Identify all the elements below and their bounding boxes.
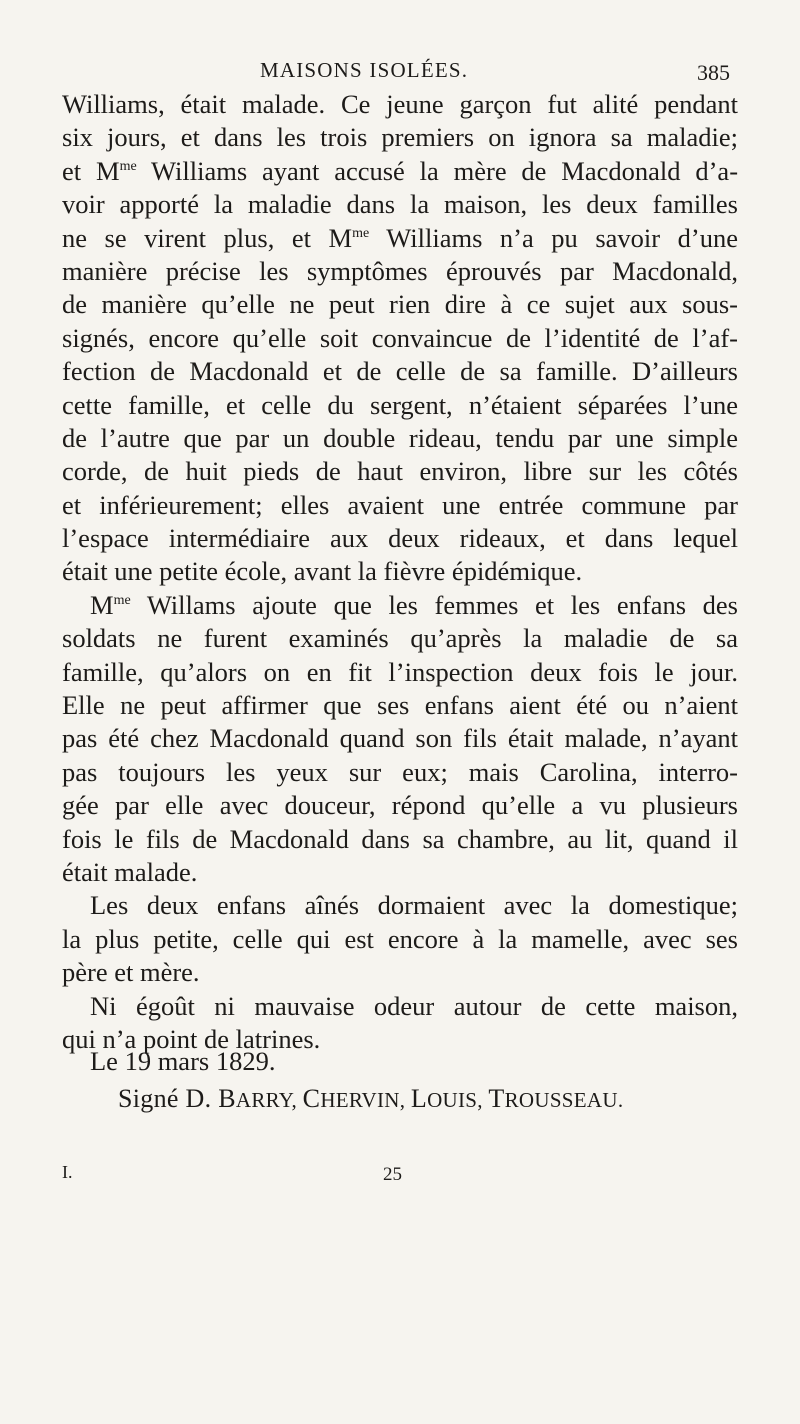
text-line: père et mère. — [62, 957, 200, 988]
text-line: fection de Macdonald et de celle de sa famille. D’ailleurs — [62, 356, 738, 387]
text-line: $M^{me}$ Willams ajoute que les femmes et les enfans des — [90, 589, 738, 620]
text-line: de l’autre que par un double rideau, tendu par une simple — [62, 422, 738, 453]
text-line: Elle ne peut affirmer que ses enfans aient été ou n’aient — [62, 690, 738, 721]
text-line: pas toujours les yeux sur eux; mais Carolina, interro- — [62, 756, 738, 787]
text-line: six jours, et dans les trois premiers on ignora sa maladie; — [62, 122, 738, 153]
text-line: de manière qu’elle ne peut rien dire à ce sujet aux sous- — [62, 289, 738, 320]
body-text — [62, 88, 738, 1056]
running-title: MAISONS ISOLÉES. — [260, 58, 469, 82]
text-line: ne se virent plus, et $M^{me}$ Williams n’a pu savoir d’une — [62, 222, 738, 253]
text-line: fois le fils de Macdonald dans sa chambre, au lit, quand il — [62, 823, 738, 854]
text-line: l’espace intermédiaire aux deux rideaux, et dans lequel — [62, 523, 738, 554]
text-line: était malade. — [62, 856, 198, 887]
text-line: était une petite école, avant la fièvre épidémique. — [62, 556, 583, 587]
page-header — [70, 58, 730, 88]
dateline: Le 19 mars 1829. — [90, 1046, 276, 1076]
text-line: Les deux enfans aînés dormaient avec la domestique; — [90, 890, 738, 921]
text-line: cette famille, et celle du sergent, n’étaient séparées l’une — [62, 389, 738, 420]
text-line: corde, de huit pieds de haut environ, libre sur les côtés — [62, 456, 738, 487]
page-number: 385 — [697, 60, 730, 85]
signature-prefix: Signé D. — [118, 1084, 212, 1113]
signature-line — [118, 1084, 623, 1114]
text-line: qui n’a point de latrines. — [62, 1023, 321, 1054]
text-line: manière précise les symptômes éprouvés par Macdonald, — [62, 255, 738, 286]
text-line: pas été chez Macdonald quand son fils était malade, n’ayant — [62, 723, 738, 754]
text-line: et $M^{me}$ Williams ayant accusé la mère de Macdonald d’a- — [62, 155, 739, 186]
text-line: signés, encore qu’elle soit convaincue de l’identité de l’af- — [62, 322, 738, 353]
sheet-number: 25 — [383, 1164, 402, 1185]
text-line: Ni égoût ni mauvaise odeur autour de cette maison, — [90, 990, 738, 1021]
text-line: famille, qu’alors on en fit l’inspection deux fois le jour. — [62, 656, 738, 687]
signatory-names: BARRY, CHERVIN, LOUIS, TROUSSEAU. — [218, 1084, 624, 1113]
text-line: soldats ne furent examinés qu’après la maladie de sa — [62, 623, 738, 654]
text-line: voir apporté la maladie dans la maison, les deux familles — [62, 189, 738, 220]
signature-mark: I. — [62, 1162, 73, 1182]
text-line: gée par elle avec douceur, répond qu’elle a vu plusieurs — [62, 790, 738, 821]
text-line: Williams, était malade. Ce jeune garçon fut alité pendant — [62, 89, 738, 119]
text-line: la plus petite, celle qui est encore à la mamelle, avec ses — [62, 923, 738, 954]
text-line: et inférieurement; elles avaient une entrée commune par — [62, 489, 738, 520]
